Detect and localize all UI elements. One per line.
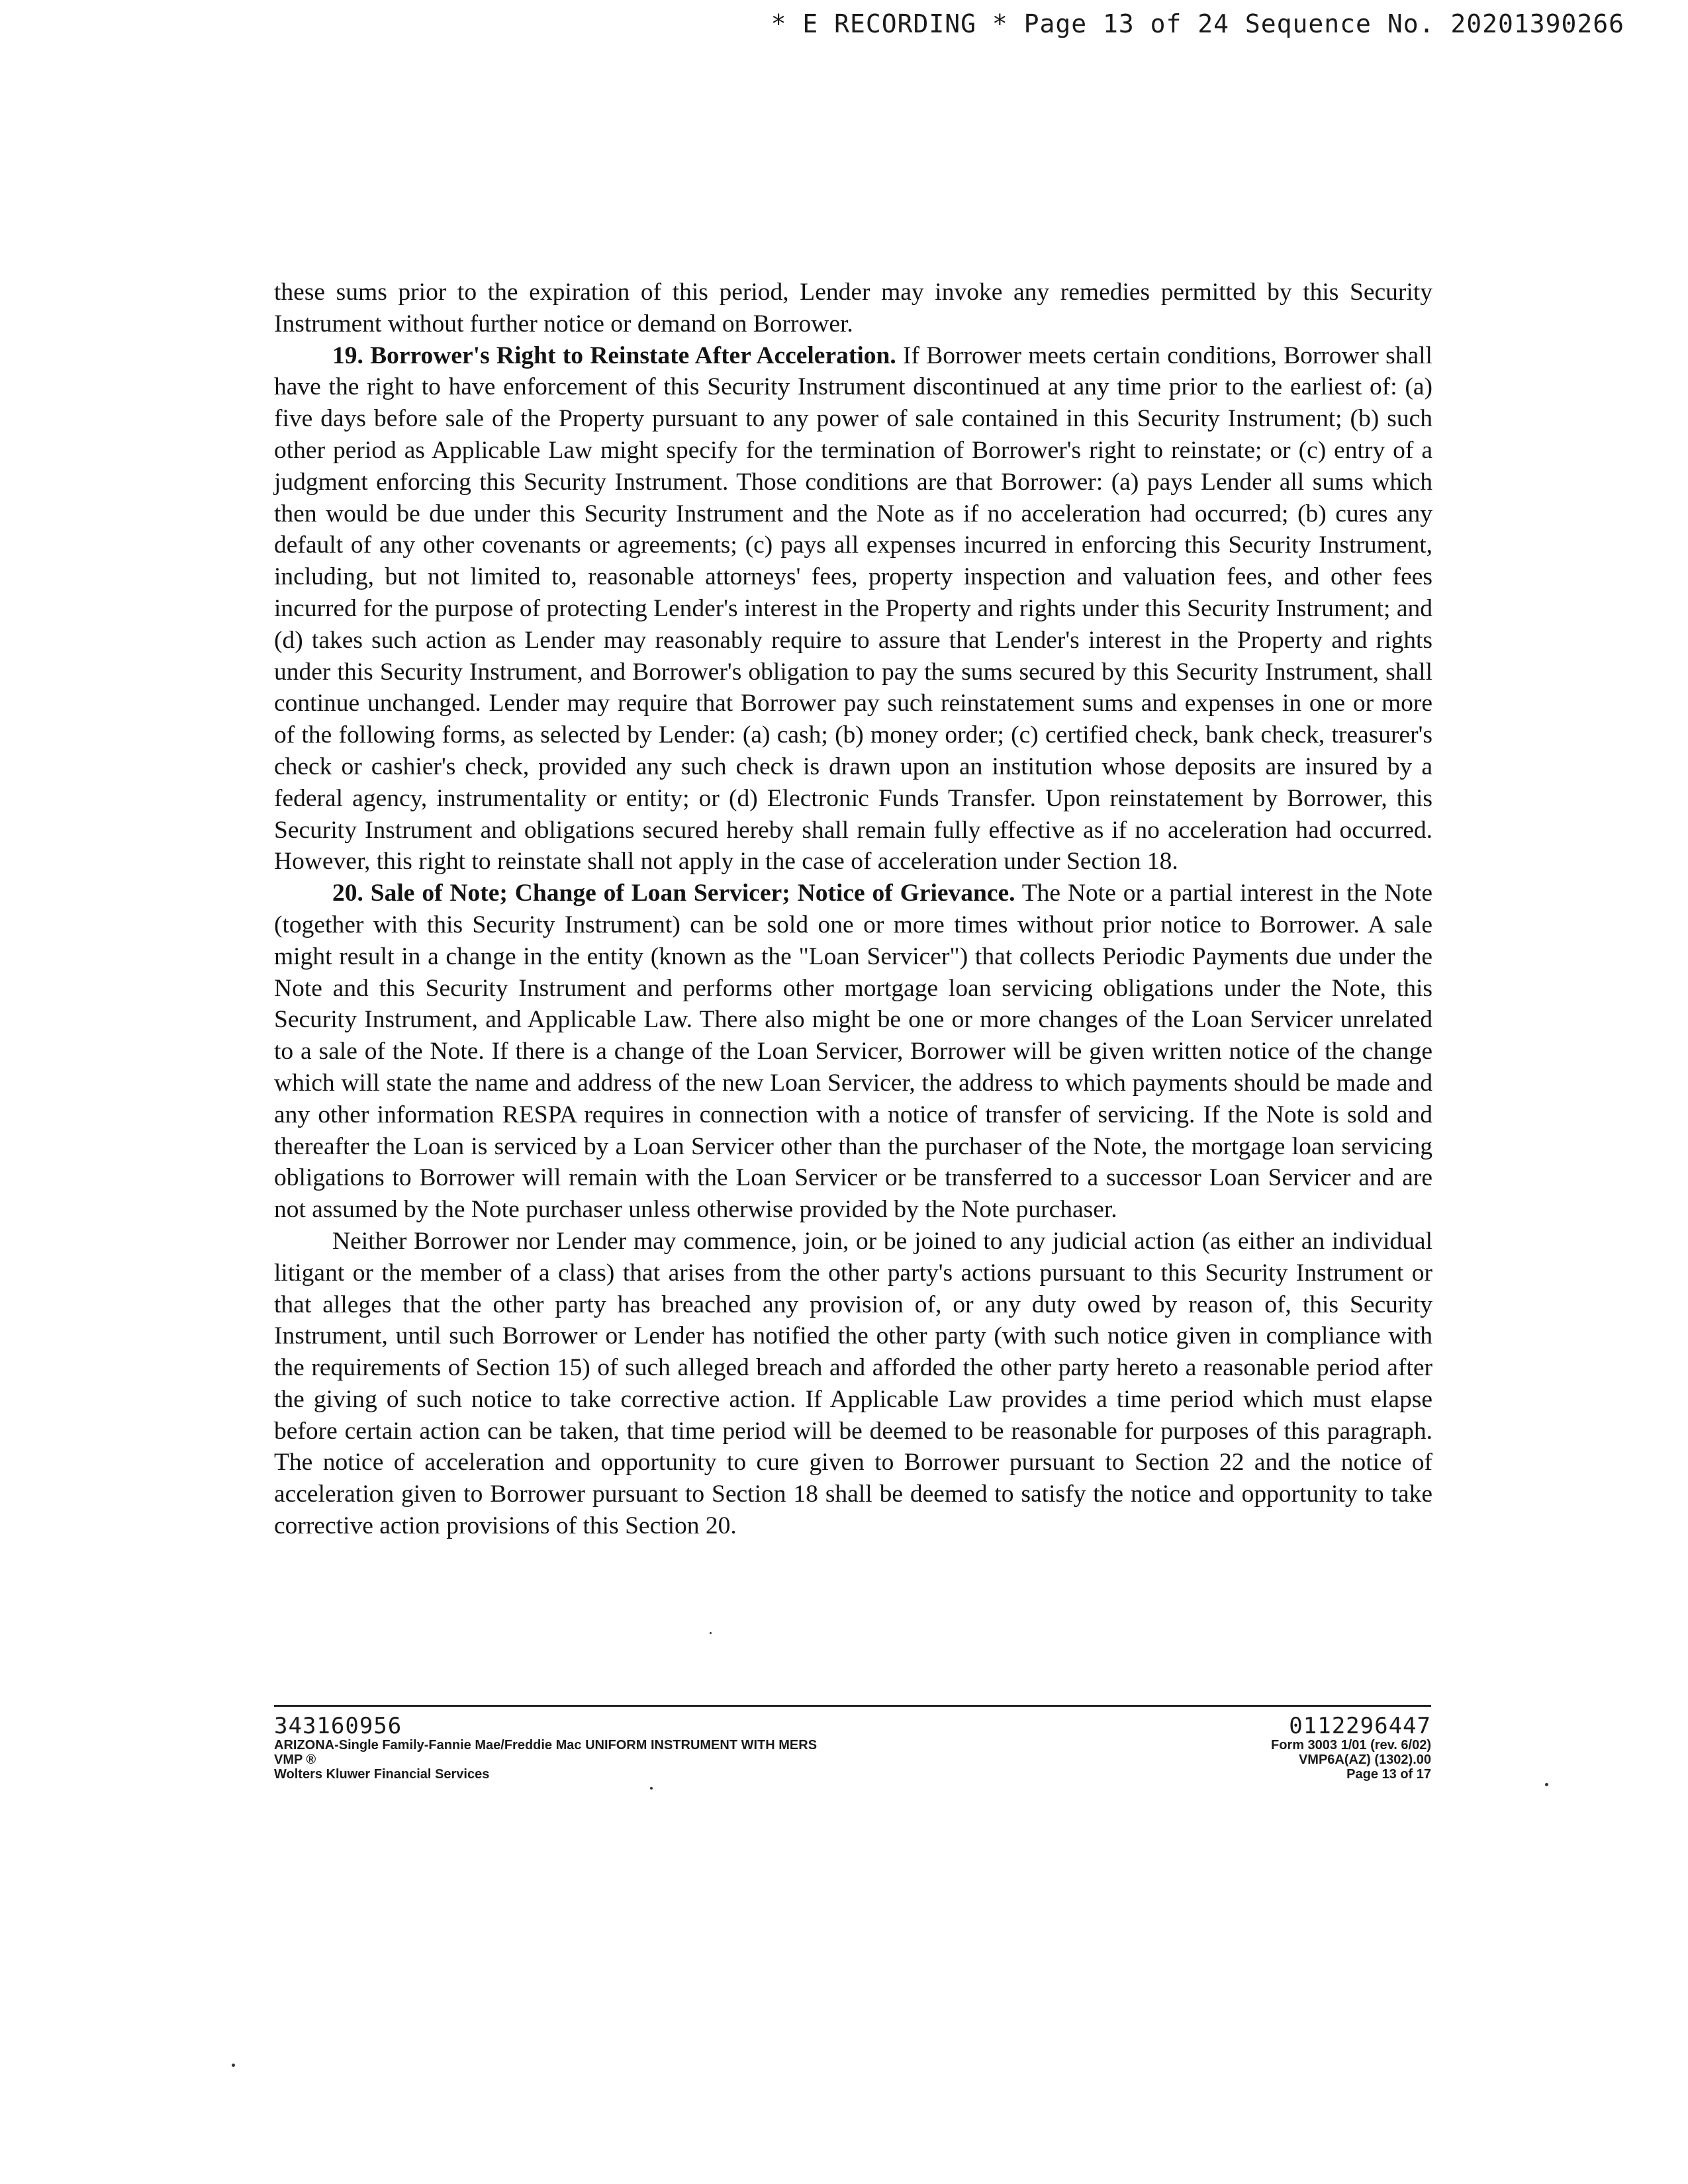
scan-speck: [710, 1632, 712, 1634]
vmp-mark: VMP ®: [274, 1752, 316, 1767]
loan-number-right: 0112296447: [1289, 1713, 1431, 1739]
loan-number-left: 343160956: [274, 1713, 402, 1739]
form-title: ARIZONA-Single Family-Fannie Mae/Freddie Mac UNIFORM INSTRUMENT WITH MERS: [274, 1738, 818, 1752]
document-body: [274, 277, 1432, 1542]
page-of: Page 13 of 17: [1346, 1767, 1431, 1782]
footer-left-block: [274, 1714, 936, 1782]
form-code: VMP6A(AZ) (1302).00: [1298, 1752, 1431, 1767]
scan-speck: [232, 2064, 235, 2067]
form-number: Form 3003 1/01 (rev. 6/02): [1271, 1738, 1431, 1752]
section-20-paragraph-2: Neither Borrower nor Lender may commence, join, or be joined to any judicial action (as either an individual litigant or the member of a class) that arises from the other party's actions pursuant to this Security Instrument or that alleges that the other party has breached any provision of, or any duty owed by reason of, this Security Instrument, until such Borrower or Lender has notified the other party (with such notice given in compliance with the requirements of Section 15) of such alleged breach and afforded the other party hereto a reasonable period after the giving of such notice to take corrective action. If Applicable Law provides a time period which must elapse before certain action can be taken, that time period will be deemed to be reasonable for purposes of this paragraph. The notice of acceleration and opportunity to cure given to Borrower pursuant to Section 22 and the notice of acceleration given to Borrower pursuant to Section 18 shall be deemed to satisfy the notice and opportunity to take corrective action provisions of this Section 20.: [274, 1227, 1432, 1540]
footer-right-block: [968, 1714, 1431, 1782]
footer-divider: [274, 1705, 1431, 1707]
paragraph-continuation: these sums prior to the expiration of this period, Lender may invoke any remedies permitted by this Security Instrument without further notice or demand on Borrower.: [274, 279, 1432, 338]
recording-header: * E RECORDING * Page 13 of 24 Sequence No. 20201390266: [771, 9, 1624, 38]
scan-speck: [650, 1787, 653, 1790]
section-19-text: If Borrower meets certain conditions, Borrower shall have the right to have enforcement of this Security Instrument discontinued at any time prior to the earliest of: (a) five days before sale of the Property pursuant to any power of sale contained in this Security Instrument; (b) such other period as Applicable Law might specify for the termination of Borrower's right to reinstate; or (c) entry of a judgment enforcing this Security Instrument. Those conditions are that Borrower: (a) pays Lender all sums which then would be due under this Security Instrument and the Note as if no acceleration had occurred; (b) cures any default of any other covenants or agreements; (c) pays all expenses incurred in enforcing this Security Instrument, including, but not limited to, reasonable attorneys' fees, property inspection and valuation fees, and other fees incurred for the purpose of protecting Lender's interest in the Property and rights under this Security Instrument; and (d) takes such action as Lender may reasonably require to assure that Lender's interest in the Property and rights under this Security Instrument, and Borrower's obligation to pay the sums secured by this Security Instrument, shall continue unchanged. Lender may require that Borrower pay such reinstatement sums and expenses in one or more of the following forms, as selected by Lender: (a) cash; (b) money order; (c) certified check, bank check, treasurer's check or cashier's check, provided any such check is drawn upon an institution whose deposits are insured by a federal agency, instrumentality or entity; or (d) Electronic Funds Transfer. Upon reinstatement by Borrower, this Security Instrument and obligations secured hereby shall remain fully effective as if no acceleration had occurred. However, this right to reinstate shall not apply in the case of acceleration under Section 18.: [274, 341, 1432, 876]
section-19-heading: 19. Borrower's Right to Reinstate After Acceleration.: [332, 341, 896, 369]
scan-speck: [1545, 1783, 1548, 1786]
section-20-text: The Note or a partial interest in the Note (together with this Security Instrument) can be sold one or more times without prior notice to Borrower. A sale might result in a change in the entity (known as the "Loan Servicer") that collects Periodic Payments due under the Note and this Security Instrument and performs other mortgage loan servicing obligations under the Note, this Security Instrument, and Applicable Law. There also might be one or more changes of the Loan Servicer unrelated to a sale of the Note. If there is a change of the Loan Servicer, Borrower will be given written notice of the change which will state the name and address of the new Loan Servicer, the address to which payments should be made and any other information RESPA requires in connection with a notice of transfer of servicing. If the Note is sold and thereafter the Loan is serviced by a Loan Servicer other than the purchaser of the Note, the mortgage loan servicing obligations to Borrower will remain with the Loan Servicer or be transferred to a successor Loan Servicer and are not assumed by the Note purchaser unless otherwise provided by the Note purchaser.: [274, 880, 1432, 1224]
section-20-heading: 20. Sale of Note; Change of Loan Servicer; Notice of Grievance.: [332, 880, 1015, 907]
publisher-name: Wolters Kluwer Financial Services: [274, 1767, 490, 1782]
section-19-paragraph: [274, 340, 1432, 878]
section-20-paragraph: [274, 878, 1432, 1226]
